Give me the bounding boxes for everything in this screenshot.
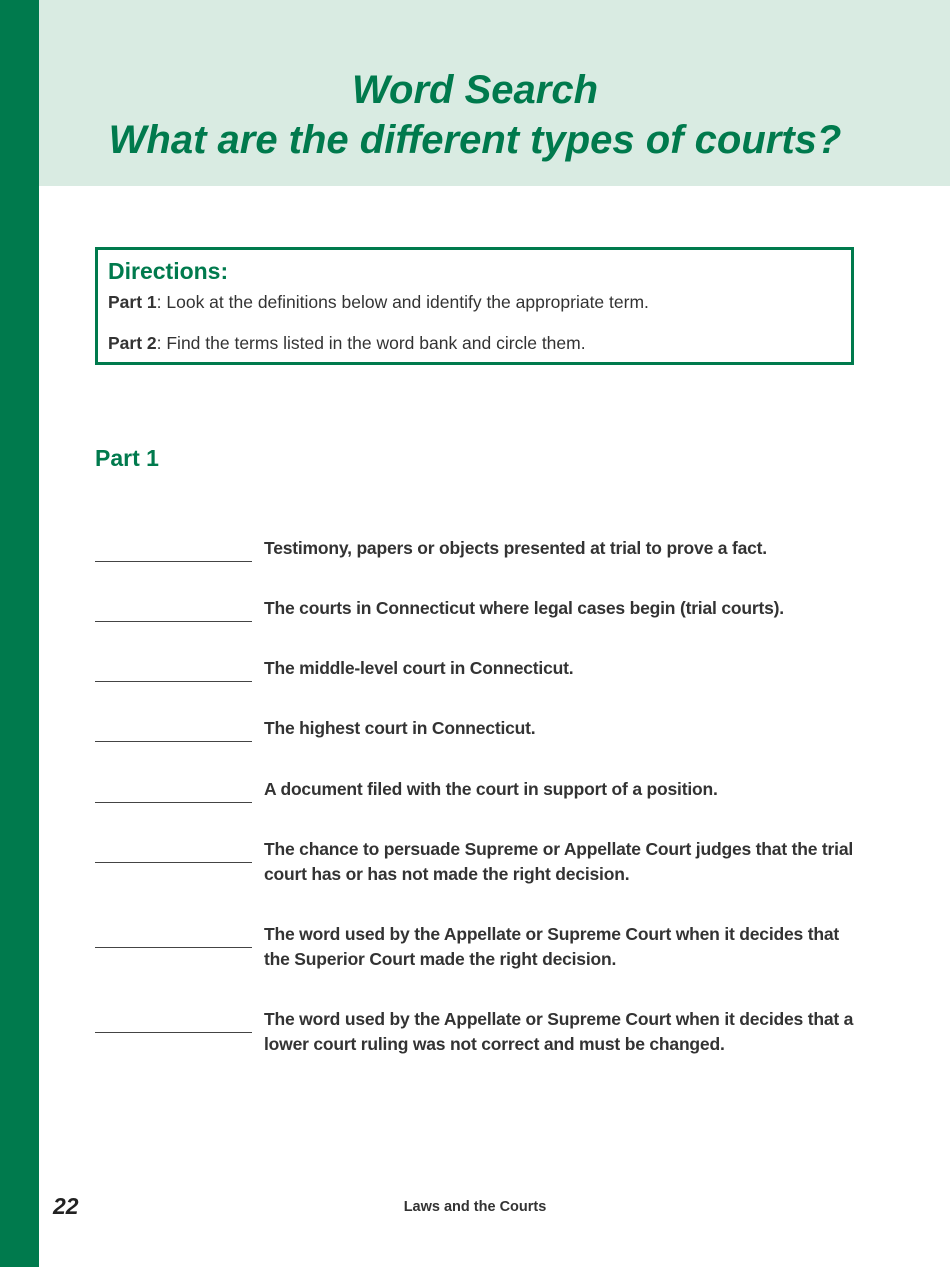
- answer-blank[interactable]: [95, 561, 252, 562]
- definition-text: The courts in Connecticut where legal cases begin (trial courts).: [264, 598, 784, 618]
- footer-title: Laws and the Courts: [403, 1199, 547, 1215]
- side-stripe: [0, 0, 39, 1267]
- direction-part1: [108, 290, 649, 314]
- answer-blank[interactable]: [95, 621, 252, 622]
- direction-part2-label: Part 2: [108, 333, 157, 353]
- directions-heading: Directions:: [108, 258, 229, 284]
- definition-text: A document filed with the court in support of a position.: [264, 779, 718, 799]
- direction-part2: [108, 331, 586, 355]
- direction-part1-text: : Look at the definitions below and identify the appropriate term.: [156, 292, 649, 312]
- definition-text: The word used by the Appellate or Supreme Court when it decides that the Superior Court made the right decision.: [264, 924, 840, 969]
- answer-blank[interactable]: [95, 862, 252, 863]
- part1-heading: Part 1: [95, 445, 159, 471]
- direction-part2-text: : Find the terms listed in the word bank and circle them.: [156, 333, 586, 353]
- worksheet-title: Word Search: [352, 68, 598, 112]
- worksheet-subtitle: What are the different types of courts?: [108, 118, 842, 162]
- answer-blank[interactable]: [95, 802, 252, 803]
- definition-text: The word used by the Appellate or Supreme Court when it decides that a lower court ruling was not correct and must be changed.: [264, 1009, 854, 1054]
- direction-part1-label: Part 1: [108, 292, 157, 312]
- directions-box: [95, 247, 854, 365]
- definition-text: The middle-level court in Connecticut.: [264, 658, 574, 678]
- answer-blank[interactable]: [95, 741, 252, 742]
- answer-blank[interactable]: [95, 947, 252, 948]
- definition-text: The chance to persuade Supreme or Appellate Court judges that the trial court has or has not made the right decision.: [264, 839, 854, 884]
- definition-text: The highest court in Connecticut.: [264, 718, 536, 738]
- definition-text: Testimony, papers or objects presented at trial to prove a fact.: [264, 538, 767, 558]
- answer-blank[interactable]: [95, 1032, 252, 1033]
- page-number: 22: [53, 1193, 79, 1219]
- answer-blank[interactable]: [95, 681, 252, 682]
